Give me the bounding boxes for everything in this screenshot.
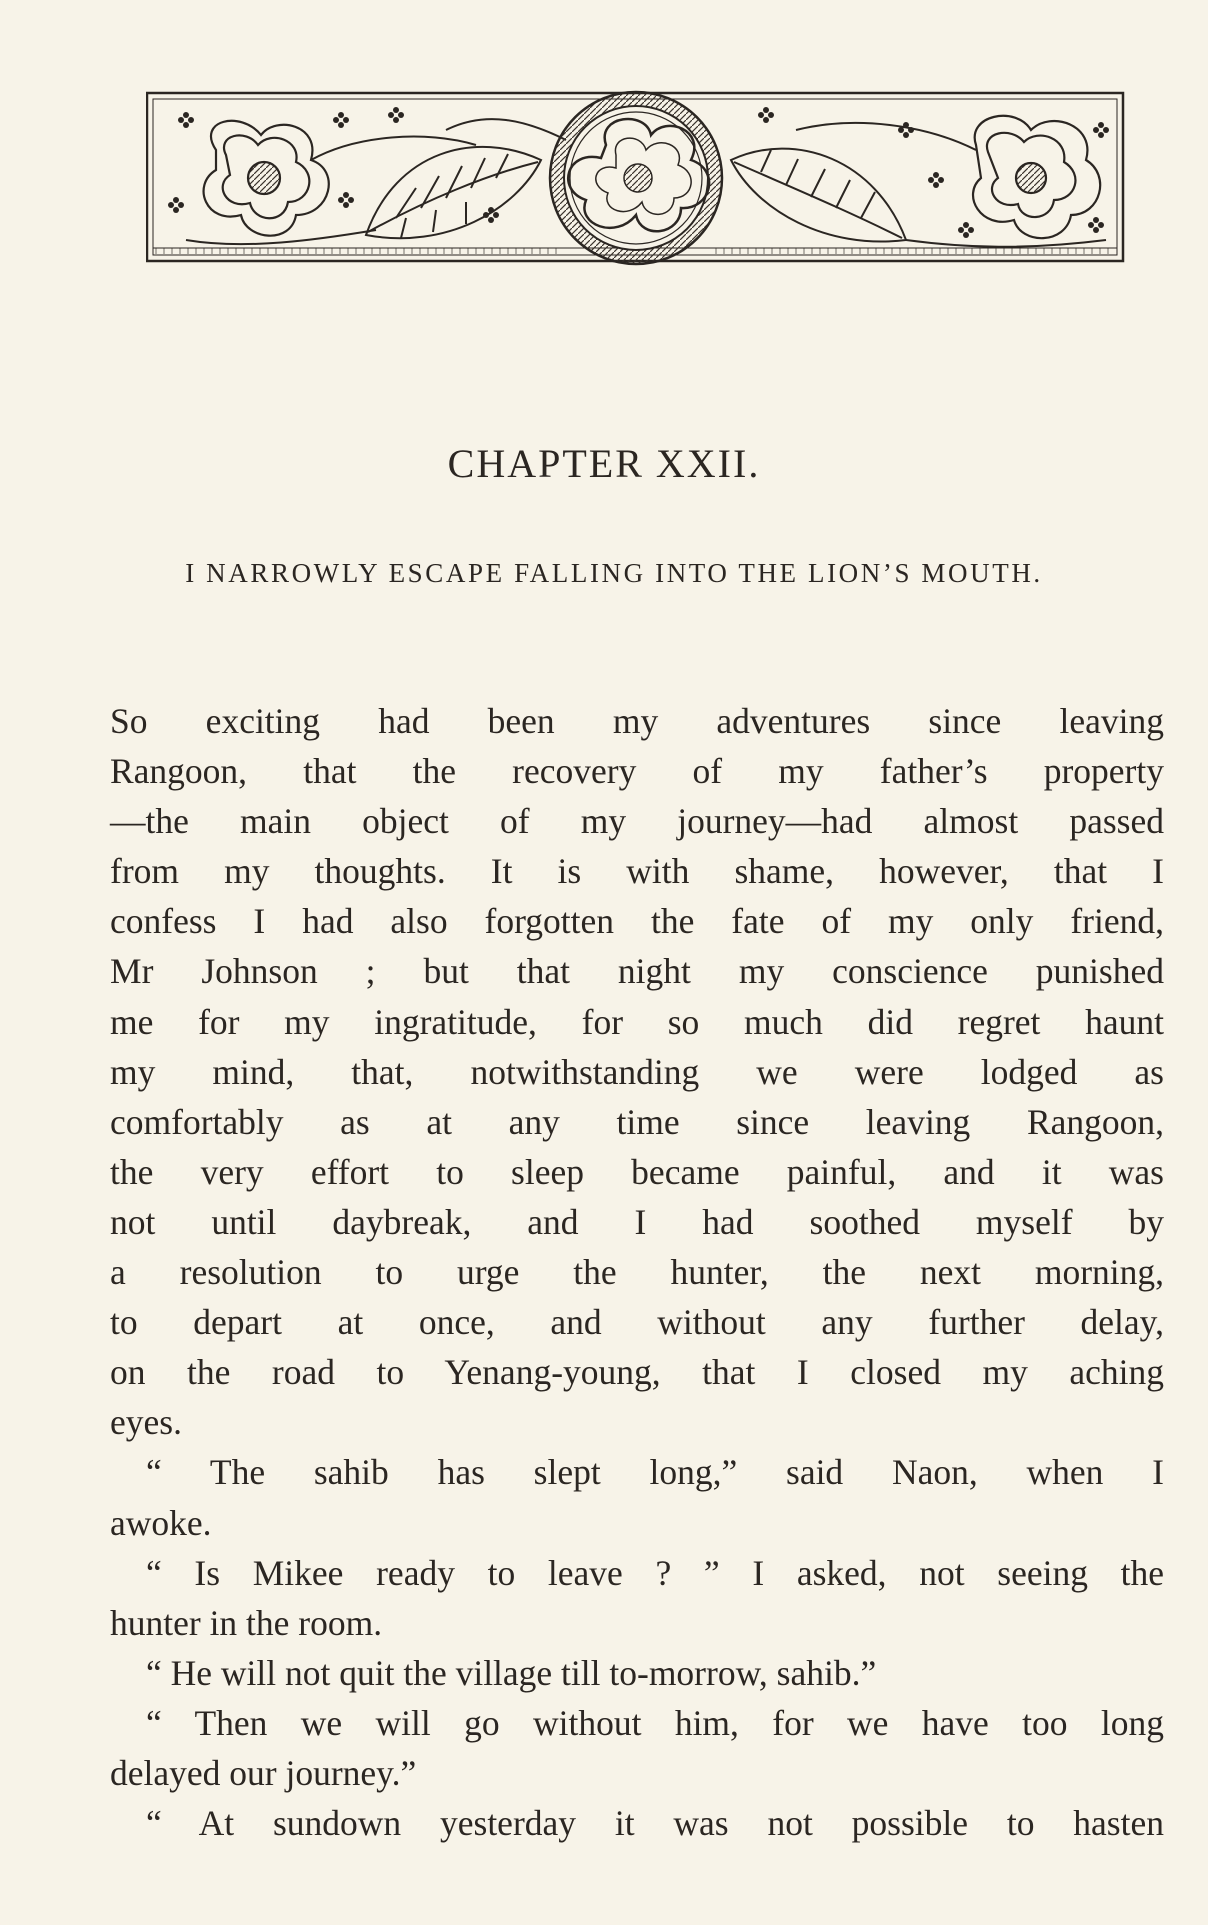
text-line: hunter in the room. [110, 1602, 383, 1643]
text-line: comfortably as at any time since leaving Rangoon, [110, 1101, 1164, 1142]
text-line: “ Is Mikee ready to leave ? ” I asked, not seeing the [146, 1552, 1164, 1593]
text-line: “ Then we will go without him, for we have too long [146, 1702, 1164, 1743]
chapter-body-text [110, 696, 1164, 1848]
text-line: not until daybreak, and I had soothed myself by [110, 1201, 1164, 1242]
text-line: to depart at once, and without any further delay, [110, 1302, 1164, 1343]
text-line: “ He will not quit the village till to-morrow, sahib.” [146, 1652, 877, 1693]
text-line: the very effort to sleep became painful, and it was [110, 1151, 1164, 1192]
chapter-headpiece-ornament [146, 90, 1126, 280]
text-line: on the road to Yenang-young, that I closed my aching [110, 1352, 1164, 1393]
chapter-title: CHAPTER XXII. [447, 441, 761, 486]
text-line: my mind, that, notwithstanding we were lodged as [110, 1051, 1164, 1092]
text-line: “ The sahib has slept long,” said Naon, when I [146, 1452, 1164, 1493]
text-line: So exciting had been my adventures since leaving [110, 701, 1164, 741]
text-line: eyes. [110, 1402, 182, 1443]
text-line: awoke. [110, 1502, 212, 1543]
chapter-subtitle: I NARROWLY ESCAPE FALLING INTO THE LION’S MOUTH. [185, 558, 1043, 588]
text-line: delayed our journey.” [110, 1752, 417, 1793]
text-line: Mr Johnson ; but that night my conscience punished [110, 951, 1164, 992]
text-line: Rangoon, that the recovery of my father’s property [110, 751, 1164, 792]
text-line: from my thoughts. It is with shame, however, that I [110, 851, 1164, 892]
text-line: confess I had also forgotten the fate of my only friend, [110, 901, 1164, 942]
text-line: —the main object of my journey—had almost passed [110, 801, 1164, 842]
text-line: “ At sundown yesterday it was not possible to hasten [146, 1803, 1164, 1844]
text-line: a resolution to urge the hunter, the next morning, [110, 1252, 1164, 1293]
text-line: me for my ingratitude, for so much did regret haunt [110, 1001, 1164, 1042]
